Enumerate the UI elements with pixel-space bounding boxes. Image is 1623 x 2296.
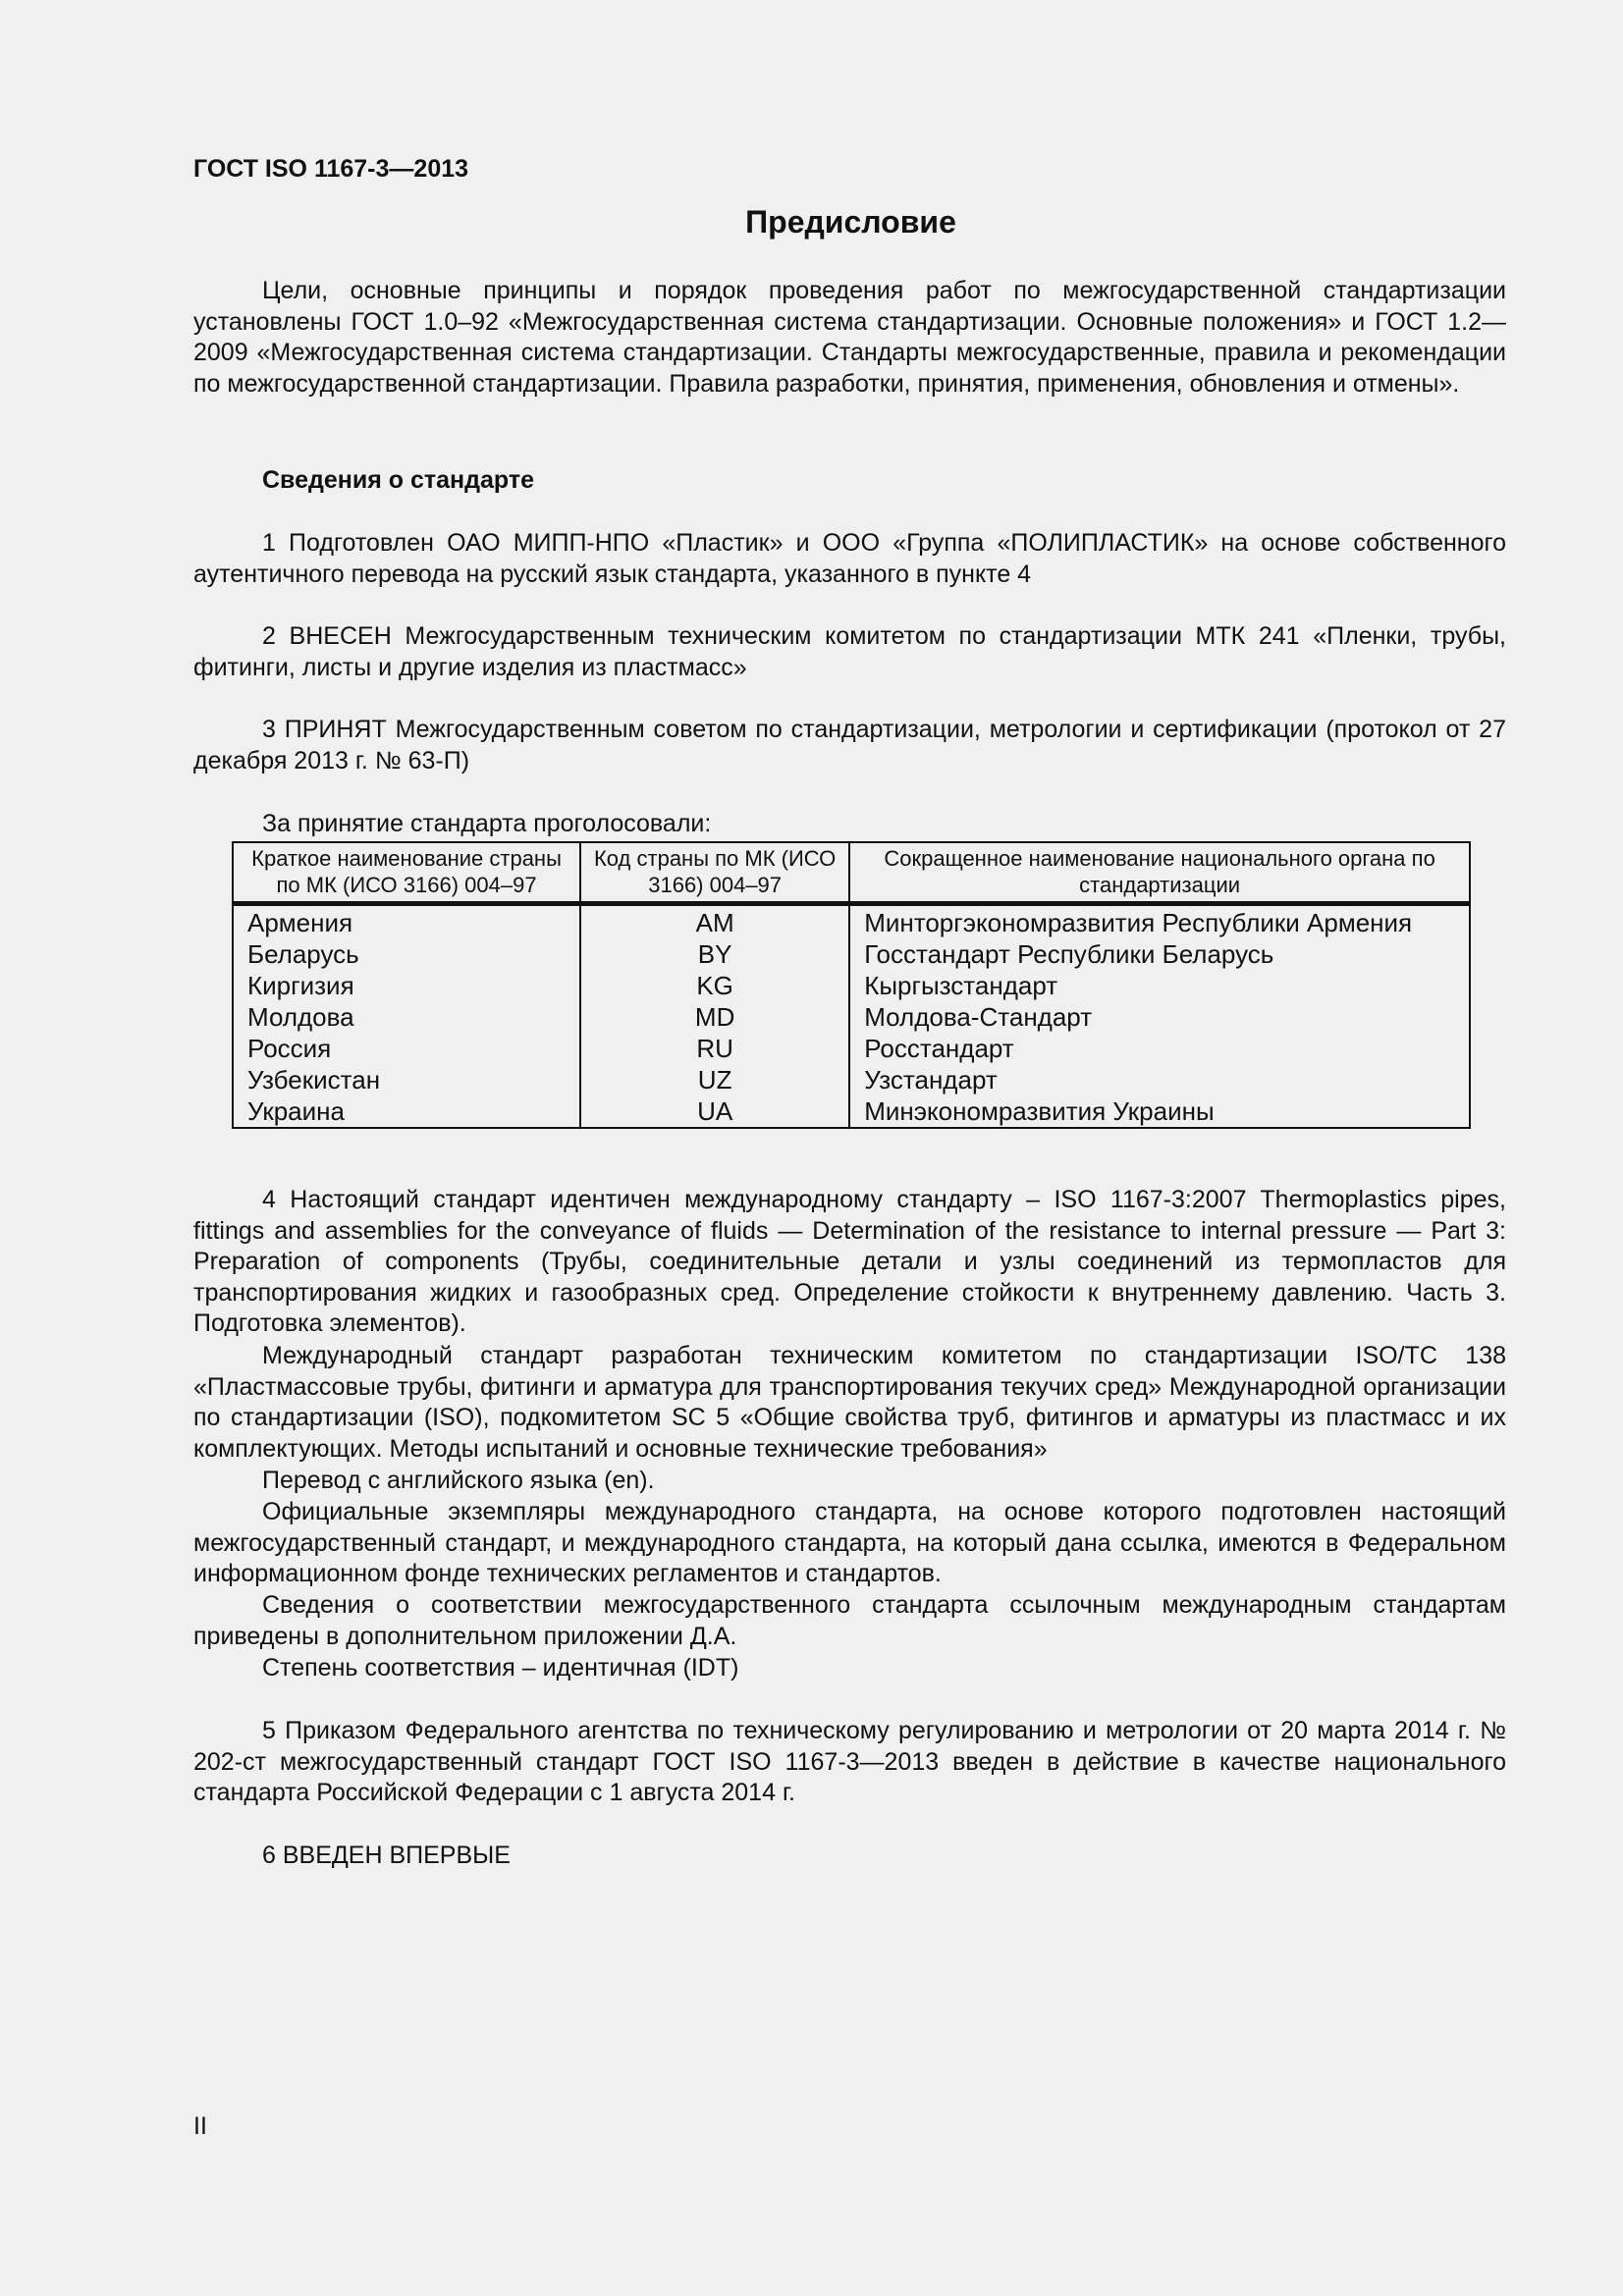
cell-country: Беларусь: [233, 938, 580, 970]
intro-paragraph: Цели, основные принципы и порядок проведения работ по межгосударственной стандартизации установлены ГОСТ 1.0–92 «Межгосударственная система стандартизации. Основные положения» и ГОСТ 1.2—2009 «Межгосударственная система стандартизации. Стандарты межгосударственные, правила и рекомендации по межгосударственной стандартизации. Правила разработки, принятия, применения, обновления и отмены».: [193, 277, 1506, 398]
item-1: 1 Подготовлен ОАО МИПП-НПО «Пластик» и ООО «Группа «ПОЛИПЛАСТИК» на основе собственного аутентичного перевода на русский язык стандарта, указанного в пункте 4: [193, 529, 1506, 588]
info-heading: Сведения о стандарте: [262, 466, 535, 494]
cell-country: Армения: [233, 904, 580, 939]
header-country: Краткое наименование страны по МК (ИСО 3166) 004–97: [233, 842, 580, 904]
cell-body: Госстандарт Республики Беларусь: [849, 938, 1470, 970]
table-row: [233, 904, 1470, 939]
document-code: ГОСТ ISO 1167-3—2013: [193, 155, 469, 183]
table-row: [233, 1001, 1470, 1033]
cell-country: Молдова: [233, 1001, 580, 1033]
vote-table-title: За принятие стандарта проголосовали:: [262, 810, 712, 837]
vote-table-header-row: [233, 842, 1470, 904]
cell-code: AM: [580, 904, 849, 939]
item-4-copies: Официальные экземпляры международного стандарта, на основе которого подготовлен настоящий межгосударственный стандарт, и международного стандарта, на который дана ссылка, имеются в Федеральном информационном фонде технических регламентов и стандартов.: [193, 1498, 1506, 1588]
item-4-committee: Международный стандарт разработан техническим комитетом по стандартизации ISO/TC 138 «Пластмассовые трубы, фитинги и арматура для транспортирования текучих сред» Международной организации по стандартизации (ISO), подкомитетом SC 5 «Общие свойства труб, фитингов и арматуры из пластмасс и их комплектующих. Методы испытаний и основные технические требования»: [193, 1342, 1506, 1463]
cell-code: RU: [580, 1033, 849, 1064]
item-6: 6 ВВЕДЕН ВПЕРВЫЕ: [262, 1842, 511, 1869]
header-code: Код страны по МК (ИСО 3166) 004–97: [580, 842, 849, 904]
vote-table: [232, 841, 1471, 1129]
table-row: [233, 1064, 1470, 1095]
cell-code: UZ: [580, 1064, 849, 1095]
cell-body: Кыргызстандарт: [849, 970, 1470, 1001]
cell-country: Россия: [233, 1033, 580, 1064]
cell-body: Узстандарт: [849, 1064, 1470, 1095]
cell-code: UA: [580, 1095, 849, 1128]
table-row: [233, 938, 1470, 970]
cell-code: MD: [580, 1001, 849, 1033]
cell-code: BY: [580, 938, 849, 970]
item-5: 5 Приказом Федерального агентства по техническому регулированию и метрологии от 20 марта 2014 г. № 202-ст межгосударственный стандарт ГОСТ ISO 1167-3—2013 введен в действие в качестве национального стандарта Российской Федерации с 1 августа 2014 г.: [193, 1717, 1506, 1807]
cell-body: Молдова-Стандарт: [849, 1001, 1470, 1033]
item-2: 2 ВНЕСЕН Межгосударственным техническим комитетом по стандартизации МТК 241 «Пленки, трубы, фитинги, листы и другие изделия из пластмасс»: [193, 622, 1506, 681]
header-body: Сокращенное наименование национального органа по стандартизации: [849, 842, 1470, 904]
cell-country: Узбекистан: [233, 1064, 580, 1095]
cell-country: Украина: [233, 1095, 580, 1128]
item-4-translation: Перевод с английского языка (en).: [262, 1467, 655, 1494]
cell-country: Киргизия: [233, 970, 580, 1001]
table-row: [233, 1095, 1470, 1128]
cell-body: Росстандарт: [849, 1033, 1470, 1064]
item-4-paragraph: 4 Настоящий стандарт идентичен международному стандарту – ISO 1167-3:2007 Thermoplastics pipes, fittings and assemblies for the conveyance of fluids — Determination of the resistance to internal pressure — Part 3: Preparation of components (Трубы, соединительные детали и узлы соединений из термопластов для транспортирования жидких и газообразных сред. Определение стойкости к внутреннему давлению. Часть 3. Подготовка элементов).: [193, 1186, 1506, 1338]
page-number: II: [193, 2112, 207, 2140]
item-3: 3 ПРИНЯТ Межгосударственным советом по стандартизации, метрологии и сертификации (протокол от 27 декабря 2013 г. № 63-П): [193, 716, 1506, 774]
table-row: [233, 970, 1470, 1001]
table-row: [233, 1033, 1470, 1064]
item-4-degree: Степень соответствия – идентичная (IDT): [262, 1654, 739, 1682]
item-4-correspondence: Сведения о соответствии межгосударственного стандарта ссылочным международным стандартам приведены в дополнительном приложении Д.А.: [193, 1591, 1506, 1650]
cell-code: KG: [580, 970, 849, 1001]
page-title: Предисловие: [745, 204, 956, 240]
cell-body: Минторгэкономразвития Республики Армения: [849, 904, 1470, 939]
cell-body: Минэкономразвития Украины: [849, 1095, 1470, 1128]
